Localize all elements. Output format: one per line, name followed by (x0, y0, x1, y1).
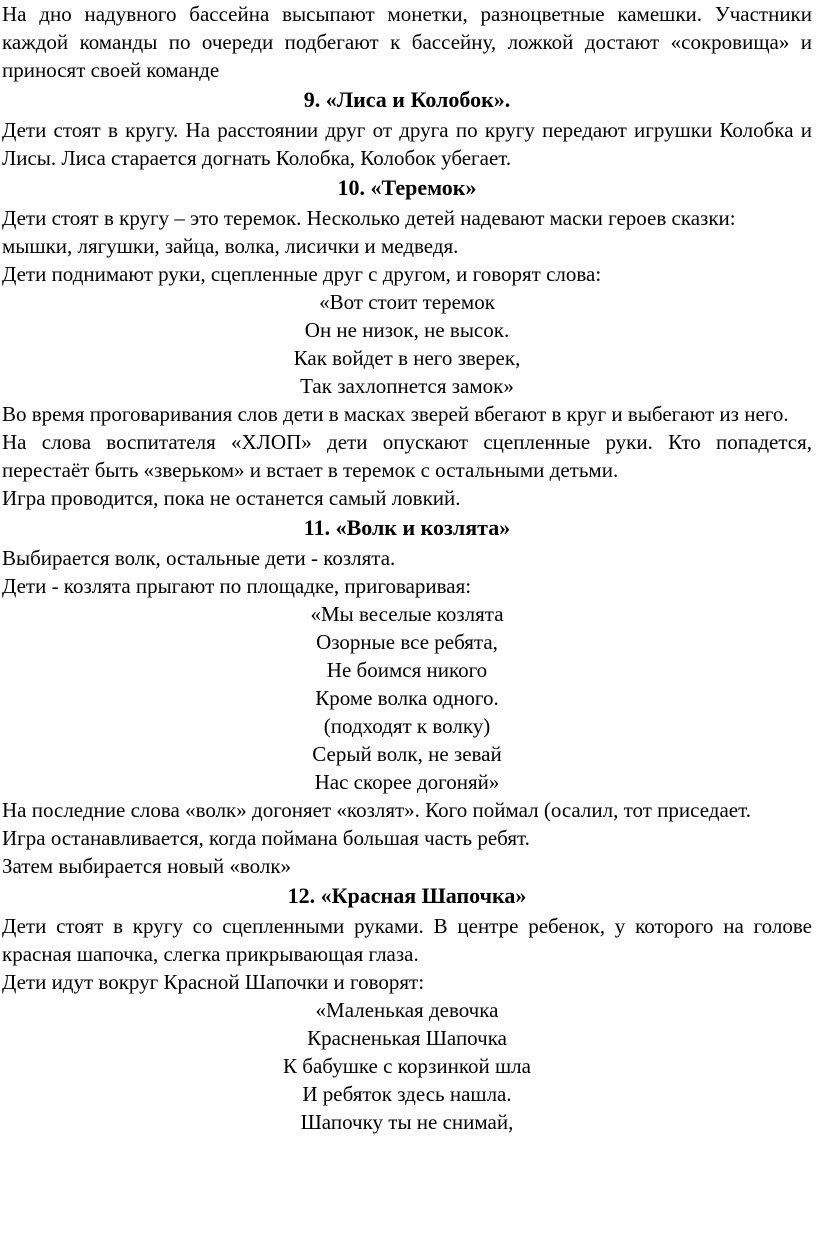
poem-line: «Вот стоит теремок (319, 290, 495, 314)
game-9-title: 9. «Лиса и Колобок». (303, 87, 511, 112)
game-11-paragraph-5: Затем выбирается новый «волк» (2, 854, 292, 878)
poem-line: Серый волк, не зевай (312, 742, 502, 766)
poem-line: Так захлопнется замок» (300, 374, 514, 398)
game-9-paragraph: Дети стоят в кругу. На расстоянии друг от друга по кругу передают игрушки Колобка и Лисы. Лиса старается догнать Колобка, Колобок убегает. (2, 118, 812, 170)
poem-line: Нас скорее догоняй» (314, 770, 500, 794)
game-12-title: 12. «Красная Шапочка» (287, 883, 527, 908)
game-10-paragraph-6: Игра проводится, пока не останется самый ловкий. (2, 486, 461, 510)
game-10-paragraph-5: На слова воспитателя «ХЛОП» дети опускают сцепленные руки. Кто попадется, перестаёт быть «зверьком» и встает в теремок с остальными детьми. (2, 430, 812, 482)
game-10-paragraph-2: мышки, лягушки, зайца, волка, лисички и медведя. (2, 234, 459, 258)
poem-line: К бабушке с корзинкой шла (283, 1054, 531, 1078)
poem-line: (подходят к волку) (323, 714, 491, 738)
game-11-title: 11. «Волк и козлята» (303, 515, 511, 540)
game-11-paragraph-4: Игра останавливается, когда поймана большая часть ребят. (2, 826, 530, 850)
game-10-paragraph-1: Дети стоят в кругу – это теремок. Несколько детей надевают маски героев сказки: (2, 206, 736, 230)
poem-line: Шапочку ты не снимай, (300, 1110, 514, 1134)
game-11-paragraph-2: Дети - козлята прыгают по площадке, приговаривая: (2, 574, 472, 598)
game-10-paragraph-4: Во время проговаривания слов дети в масках зверей вбегают в круг и выбегают из него. (2, 402, 789, 426)
poem-line: Кроме волка одного. (315, 686, 499, 710)
game-11-paragraph-3: На последние слова «волк» догоняет «козлят». Кого поймал (осалил, тот приседает. (2, 798, 751, 822)
game-12-paragraph-2: Дети идут вокруг Красной Шапочки и говорят: (2, 970, 425, 994)
poem-line: Он не низок, не высок. (304, 318, 510, 342)
game-10-poem (2, 288, 812, 400)
game-11-paragraph-1: Выбирается волк, остальные дети - козлята. (2, 546, 396, 570)
poem-line: Не боимся никого (326, 658, 488, 682)
document-page (2, 0, 812, 1136)
poem-line: «Маленькая девочка (315, 998, 499, 1022)
poem-line: Красненькая Шапочка (307, 1026, 507, 1050)
game-10-paragraph-3: Дети поднимают руки, сцепленные друг с другом, и говорят слова: (2, 262, 602, 286)
game-10-title: 10. «Теремок» (337, 175, 477, 200)
game-11-poem (2, 600, 812, 796)
poem-line: И ребяток здесь нашла. (302, 1082, 512, 1106)
poem-line: «Мы веселые козлята (310, 602, 504, 626)
poem-line: Как войдет в него зверек, (293, 346, 521, 370)
intro-paragraph: На дно надувного бассейна высыпают монетки, разноцветные камешки. Участники каждой команды по очереди подбегают к бассейну, ложкой достают «сокровища» и приносят своей команде (2, 2, 812, 82)
game-12-poem (2, 996, 812, 1136)
game-12-paragraph-1: Дети стоят в кругу со сцепленными руками. В центре ребенок, у которого на голове красная шапочка, слегка прикрывающая глаза. (2, 914, 812, 966)
poem-line: Озорные все ребята, (316, 630, 498, 654)
